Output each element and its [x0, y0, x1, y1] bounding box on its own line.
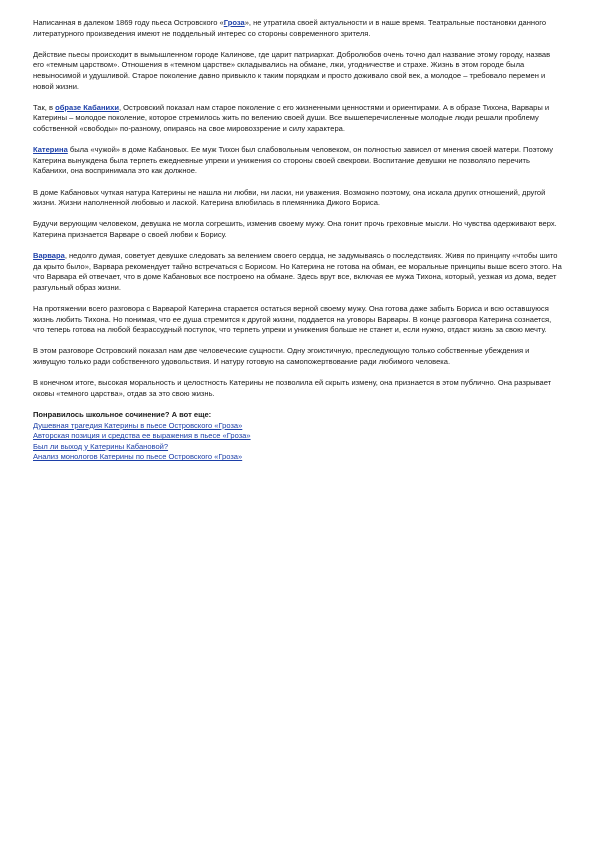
- related-link[interactable]: Был ли выход у Катерины Кабановой?: [33, 441, 169, 451]
- paragraph: [33, 378, 563, 399]
- paragraph: [33, 50, 563, 92]
- link-kabanikha[interactable]: образе Кабанихи: [55, 102, 119, 112]
- related-link[interactable]: Анализ монологов Катерины по пьесе Островского «Гроза»: [33, 452, 243, 462]
- paragraph: [33, 346, 563, 367]
- paragraph: [33, 18, 563, 39]
- paragraph: [33, 188, 563, 209]
- paragraph-text: », не утратила своей актуальности и в наше время. Театральные постановки данного литературного произведения имеют не поддельный интерес со стороны современного зрителя.: [33, 18, 547, 38]
- paragraph-text: Так, в: [33, 102, 56, 112]
- paragraph: [33, 219, 563, 240]
- paragraph-text: была «чужой» в доме Кабановых. Ее муж Тихон был слабовольным человеком, он полностью зависел от мнения своей матери. Поэтому Катерина вынуждена была терпеть ежедневные упреки и унижения со стороны своей свекрови. Воспитание девушки не позволяло перечить Кабанихи, она воспринимала это как должное.: [33, 145, 553, 176]
- list-item: [33, 431, 563, 442]
- link-varvara[interactable]: Варвара: [33, 251, 65, 261]
- paragraph: [33, 251, 563, 293]
- link-groza[interactable]: Гроза: [223, 18, 245, 27]
- link-katerina[interactable]: Катерина: [33, 145, 68, 155]
- paragraph-text: В доме Кабановых чуткая натура Катерины не нашла ни любви, ни ласки, ни уважения. Возможно поэтому, она искала других отношений, другой жизни. Жизни наполненной любовью и лаской. Катерина влюбилась в племянника Дикого Бориса.: [33, 187, 546, 208]
- paragraph: [33, 103, 563, 135]
- paragraph: [33, 304, 563, 336]
- list-item: [33, 442, 563, 453]
- list-item: [33, 452, 563, 463]
- paragraph-text: В конечном итоге, высокая моральность и целостность Катерины не позволила ей скрыть измену, она признается в этом публично. Она разрывает оковы «темного царства», отдав за это свою жизнь.: [33, 378, 552, 398]
- paragraph-text: , Островский показал нам старое поколение с его жизненными ценностями и ориентирами. А в образе Тихона, Варвары и Катерины – молодое поколение, которое стремилось жить по велению своей души. Все вышеперечисленные молодые люди решали проблему собственной «свободы» по-разному, опираясь на свое мировоззрение и силу характера.: [33, 102, 550, 133]
- essay-page: [33, 18, 563, 463]
- related-link[interactable]: Авторская позиция и средства ее выражения в пьесе «Гроза»: [33, 431, 251, 441]
- list-item: [33, 421, 563, 432]
- paragraph-text: Действие пьесы происходит в вымышленном городе Калинове, где царит патриархат. Добролюбов очень точно дал название этому городу, назвав его «темным царством». Отношения в «темном царстве» складывались на обмане, лжи, угодничестве и страхе. Жизнь в этом городе была невыносимой и удушливой. Старое поколение давно привыкло к таким порядкам и просто доживало свой век, а молодое – требовало перемен и новой жизни.: [33, 49, 551, 91]
- related-links-list: [33, 421, 563, 463]
- paragraph-text: Написанная в далеком 1869 году пьеса Островского «: [33, 18, 224, 27]
- related-link[interactable]: Душевная трагедия Катерины в пьесе Островского «Гроза»: [33, 420, 243, 430]
- related-title: Понравилось школьное сочинение? А вот еще:: [33, 409, 212, 419]
- paragraph-text: На протяжении всего разговора с Варварой Катерина старается остаться верной своему мужу. Она готова даже забыть Бориса и всю оставшуюся жизнь любить Тихона. Но понимая, что ее душа стремится к другой жизни, поддается на уговоры Варвары. В конце разговора Катерина сознается, что теперь готова на любой безрассудный поступок, что терпеть упреки и унижения больше не станет и, если нужно, отдаст жизнь за свою мечту.: [33, 304, 552, 335]
- paragraph-text: , недолго думая, советует девушке следовать за велением своего сердца, не задумываясь о последствиях. Живя по принципу «чтобы шито да крыто было», Варвара рекомендует тайно встречаться с Борисом. Но Катерина не готова на обман, ее моральные принципы выше всего этого. На что Варвара ей отвечает, что в доме Кабановых все построено на обмане. Здесь врут все, включая ее мужа Тихона, который, уезжая из дома, ведет разгульный образ жизни.: [33, 251, 562, 292]
- paragraph-text: В этом разговоре Островский показал нам две человеческие сущности. Одну эгоистичную, преследующую только собственные убеждения и живущую только ради собственного удовольствия. И натуру готовую на самопожертвование ради любимого человека.: [33, 346, 530, 366]
- paragraph-text: Будучи верующим человеком, девушка не могла согрешить, изменив своему мужу. Она гонит прочь греховные мысли. Но чувства одерживают верх. Катерина признается Варваре о своей любви к Борису.: [33, 219, 557, 239]
- paragraph: [33, 145, 563, 177]
- related-essays: [33, 410, 563, 463]
